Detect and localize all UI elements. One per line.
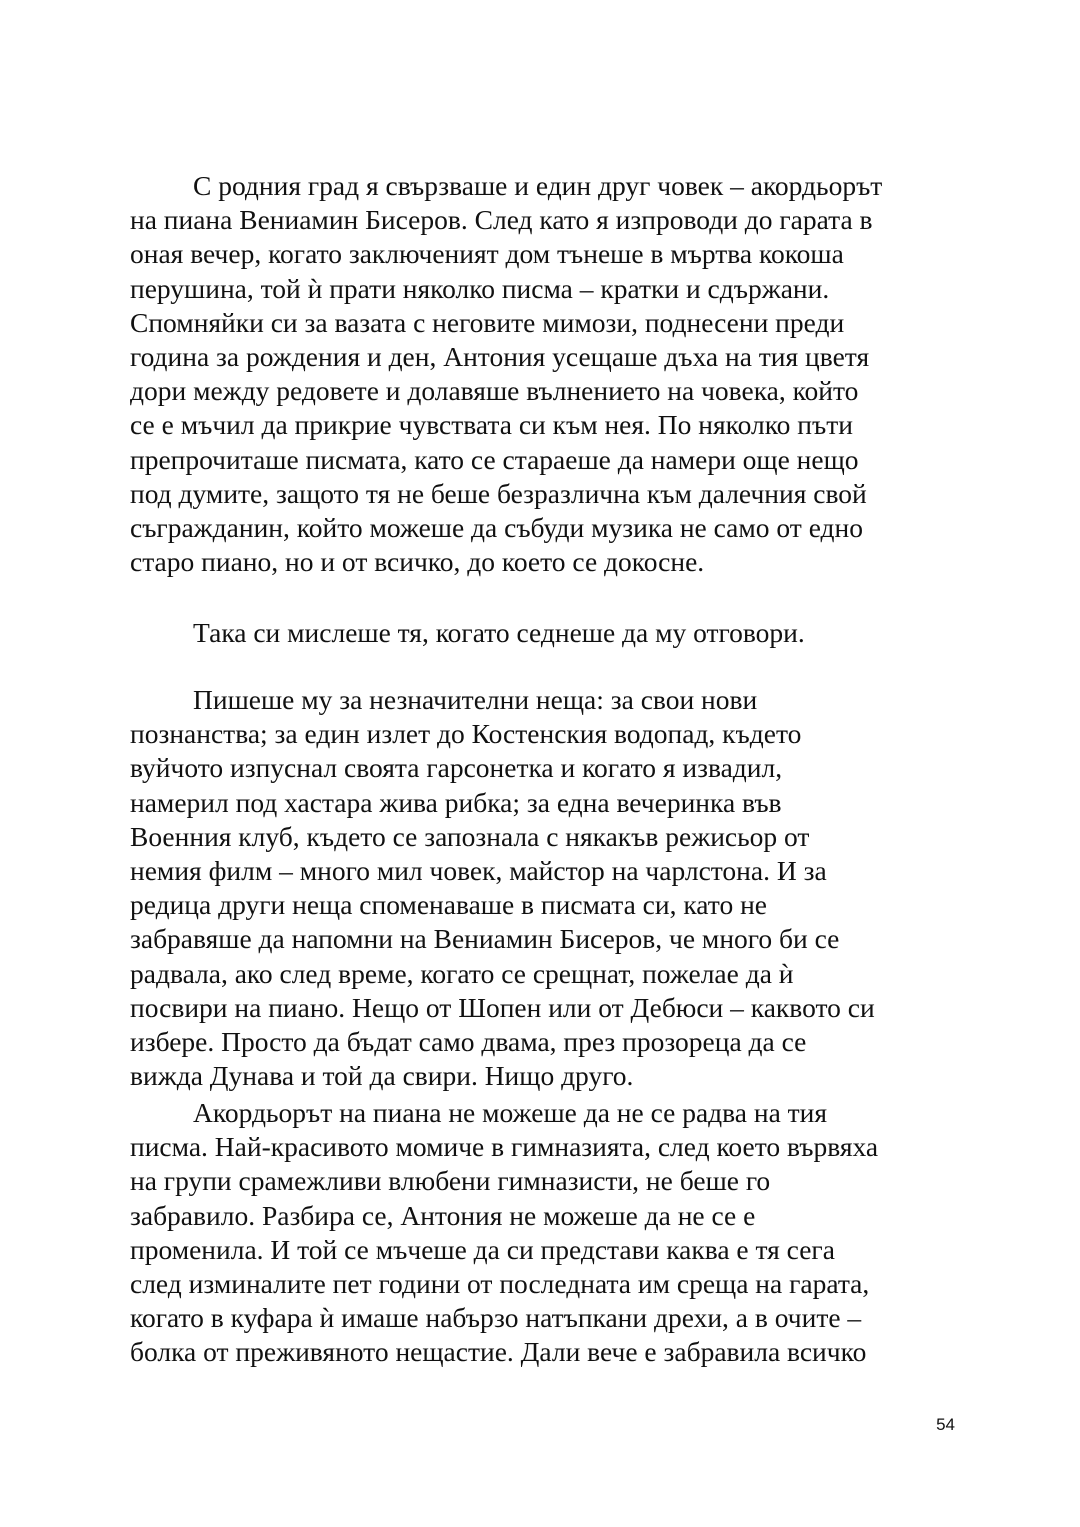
text-line: Спомняйки си за вазата с неговите мимози, поднесени преди [130,306,845,338]
text-line: немия филм – много мил човек, майстор на чарлстона. И за [130,854,827,886]
text-line: С родния град я свързваше и един друг човек – акордьорът [193,170,883,201]
text-line: редица други неща споменаваше в писмата си, като не [130,889,767,921]
page-number: 54 [936,1415,955,1434]
text-line: вижда Дунава и той да свири. Нищо друго. [130,1060,634,1092]
text-line: радвала, ако след време, когато се срещнат, пожелае да ѝ [130,957,794,989]
text-line: забравило. Разбира се, Антония не можеше да не се е [130,1199,756,1231]
text-line: дори между редовете и долавяше вълнението на човека, който [130,375,859,407]
text-line: променила. И той се мъчеше да си представи каква е тя сега [130,1233,835,1265]
text-line: оная вечер, когато заключеният дом тънеше в мъртва кокоша [130,238,844,270]
text-line: когато в куфара ѝ имаше набързо натъпкани дрехи, а в очите – [130,1302,862,1334]
text-line: перушина, той ѝ прати няколко писма – кратки и сдържани. [130,272,830,304]
text-line: Така си мислеше тя, когато седнеше да му отговори. [193,617,805,648]
text-line: Акордьорът на пиана не можеше да не се радва на тия [193,1097,828,1128]
text-line: болка от преживяното нещастие. Дали вече е забравила всичко [130,1336,867,1368]
text-line: вуйчото изпуснал своята гарсонетка и когато я извадил, [130,752,783,784]
paragraph-2 [130,616,950,650]
text-line: Пишеше му за незначителни неща: за свои нови [193,684,758,715]
text-line: се е мъчил да прикрие чувствата си към нея. По няколко пъти [130,409,853,441]
text-line: след изминалите пет години от последната им среща на гарата, [130,1267,870,1299]
text-line: Военния клуб, където се запознала с някакъв режисьор от [130,820,810,852]
text-line: познанства; за един излет до Костенския водопад, където [130,718,802,750]
text-line: под думите, защото тя не беше безразлична към далечния свой [130,477,867,509]
text-line: съгражданин, който можеше да събуди музика не само от едно [130,511,863,543]
text-line: на пиана Вениамин Бисеров. След като я изпроводи до гарата в [130,204,873,236]
text-line: препрочиташе писмата, като се стараеше да намери още нещо [130,443,859,475]
paragraph-3 [130,683,950,1093]
text-line: старо пиано, но и от всичко, до което се докосне. [130,546,705,578]
text-line: на групи срамежливи влюбени гимназисти, не беше го [130,1165,771,1197]
text-line: писма. Най-красивото момиче в гимназията, след което вървяха [130,1131,879,1163]
paragraph-4 [130,1096,950,1370]
text-line: посвири на пиано. Нещо от Шопен или от Дебюси – каквото си [130,991,875,1023]
text-line: избере. Просто да бъдат само двама, през прозореца да се [130,1025,807,1057]
text-line: забравяше да напомни на Вениамин Бисеров, че много би се [130,923,840,955]
text-line: намерил под хастара жива рибка; за една вечеринка във [130,786,782,818]
text-line: година за рождения и ден, Антония усещаше дъха на тия цветя [130,340,870,372]
paragraph-1 [130,169,950,579]
